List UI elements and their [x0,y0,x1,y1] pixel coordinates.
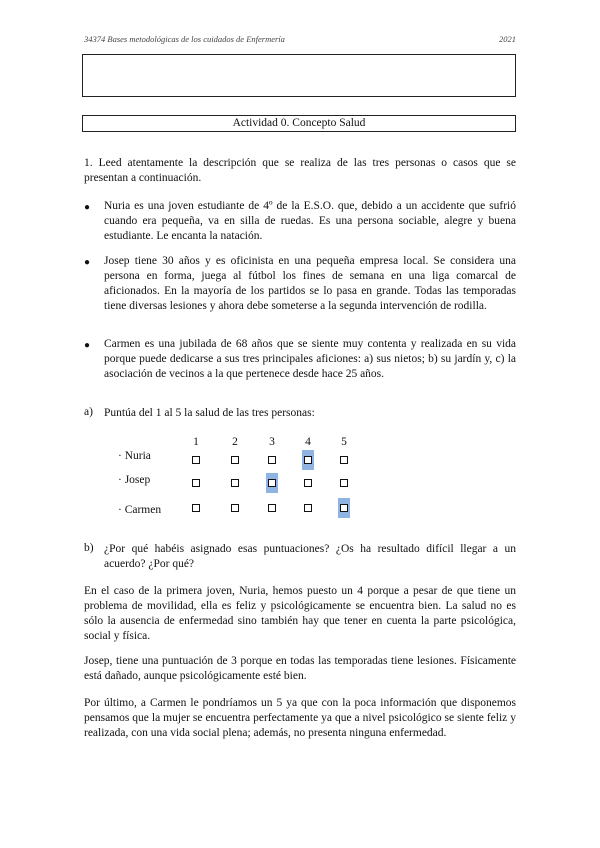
rating-row-label: · Nuria [118,450,151,462]
case-josep: Josep tiene 30 años y es oficinista en una pequeña empresa local. Se considera una persona en forma, juega al fútbol los fines de semana en una liga comarcal de aficionados. En la mayoría de los partidos se lo pasa en grande. Todas las temporadas tiene diversas lesiones y ahora debe someterse a la segunda intervención de rodilla. [104,255,516,312]
rating-row-label: · Carmen [118,504,162,516]
scale-label: 3 [269,436,275,448]
rating-checkbox[interactable] [268,504,276,512]
year-header: 2021 [499,34,516,44]
rating-checkbox[interactable] [304,504,312,512]
rating-checkbox[interactable] [340,456,348,464]
answer-nuria: En el caso de la primera joven, Nuria, hemos puesto un 4 porque a pesar de que tiene un problema de movilidad, ella es feliz y psicológicamente se encuentra bien. La salud no es sólo la ausencia de enfermedad sino también hay que tener en cuenta la parte psicológica, social y física. [84,585,516,642]
scale-label: 5 [341,436,347,448]
rating-checkbox[interactable] [192,479,200,487]
case-nuria: Nuria es una joven estudiante de 4º de la E.S.O. que, debido a un accidente que sufrió cuando era pequeña, va en silla de ruedas. Es una persona sociable, alegre y buena estudiante. Le encanta la natación. [104,200,516,242]
answer-carmen: Por último, a Carmen le pondríamos un 5 ya que con la poca información que disponemos pensamos que la mujer se encuentra perfectamente ya que a nivel psicológico se siente feliz y realizada, con una vida social plena; además, no presenta ninguna enfermedad. [84,697,516,739]
bullet-icon: ● [84,257,91,268]
scale-label: 4 [305,436,311,448]
question-b-label: b) [84,542,94,554]
rating-checkbox[interactable] [340,479,348,487]
bullet-icon: ● [84,340,91,351]
rating-checkbox[interactable] [268,456,276,464]
rating-checkbox[interactable] [231,479,239,487]
rating-checkbox[interactable] [340,504,348,512]
answer-josep: Josep, tiene una puntuación de 3 porque en todas las temporadas tiene lesiones. Físicamente está dañado, aunque psicológicamente esté bien. [84,655,516,682]
bullet-icon: ● [84,202,91,213]
rating-checkbox[interactable] [268,479,276,487]
rating-row-label: · Josep [118,474,151,486]
course-header: 34374 Bases metodológicas de los cuidados de Enfermería [84,34,285,44]
rating-checkbox[interactable] [304,456,312,464]
rating-checkbox[interactable] [231,504,239,512]
name-box[interactable] [82,54,516,97]
question-a-text: Puntúa del 1 al 5 la salud de las tres personas: [104,407,315,419]
scale-label: 1 [193,436,199,448]
activity-title: Actividad 0. Concepto Salud [82,115,516,132]
case-carmen: Carmen es una jubilada de 68 años que se siente muy contenta y realizada en su vida porque puede dedicarse a sus tres principales aficiones: a) sus nietos; b) su jardín y, c) la asociación de vecinos a la que pertenece desde hace 25 años. [104,338,516,380]
question-a-label: a) [84,406,93,418]
scale-label: 2 [232,436,238,448]
rating-checkbox[interactable] [192,456,200,464]
question-b-text: ¿Por qué habéis asignado esas puntuaciones? ¿Os ha resultado difícil llegar a un acuerdo? ¿Por qué? [104,543,516,570]
intro-text: 1. Leed atentamente la descripción que se realiza de las tres personas o casos que se presentan a continuación. [84,157,516,184]
rating-checkbox[interactable] [231,456,239,464]
rating-checkbox[interactable] [192,504,200,512]
rating-checkbox[interactable] [304,479,312,487]
